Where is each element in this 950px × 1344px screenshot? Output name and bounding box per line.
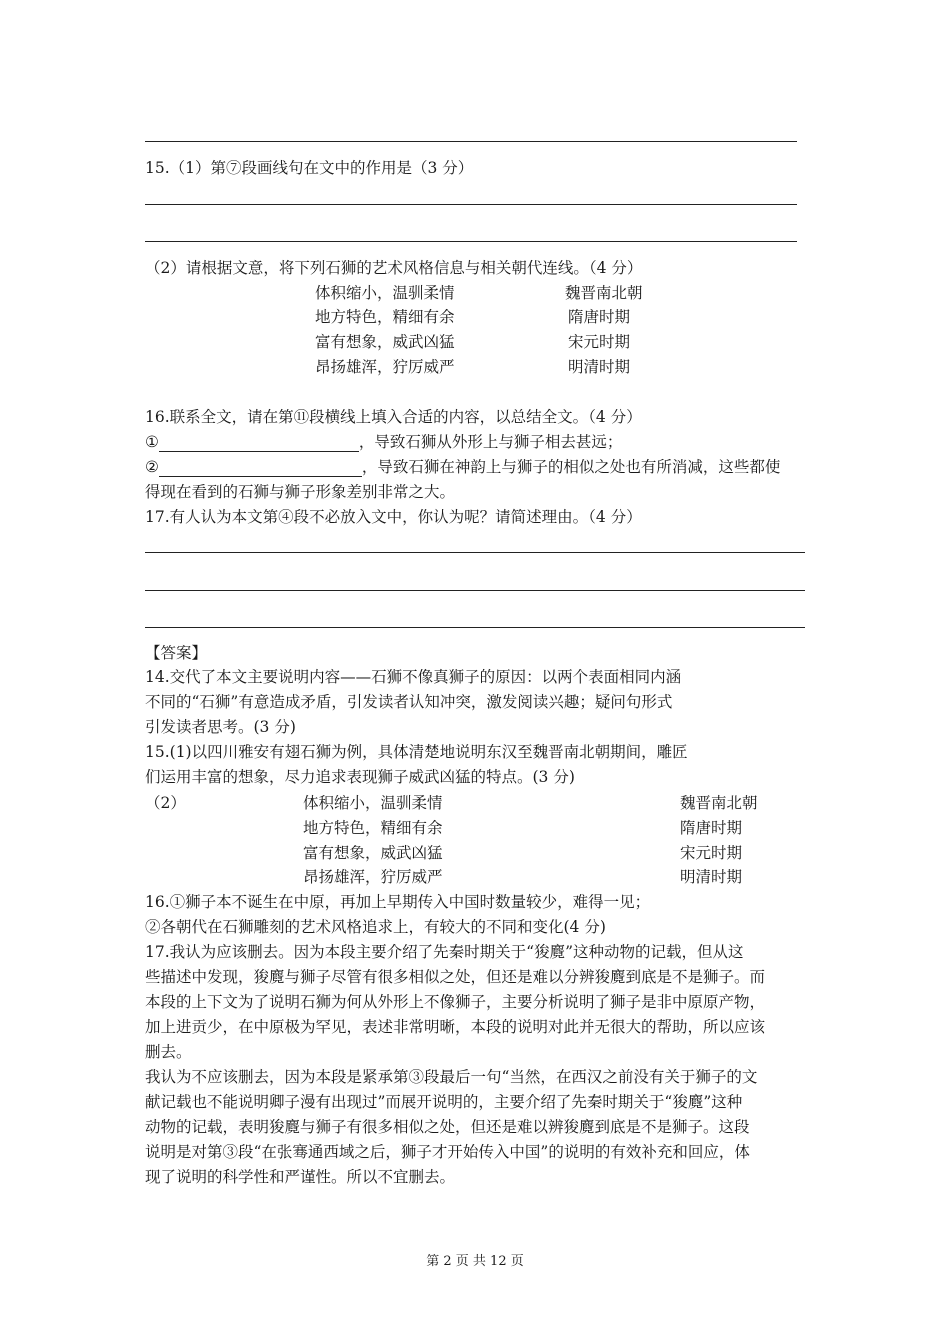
q15-part2-prompt: （2）请根据文意，将下列石狮的艺术风格信息与相关朝代连线。（4 分） [145,259,643,277]
q15-dynasty-2: 隋唐时期 [568,308,631,326]
answer-15-2-style-1: 体积缩小，温驯柔情 [303,794,443,812]
q17-answer-line-1 [145,552,805,553]
q16-blank-line-2 [145,455,780,477]
q15-answer-line-2 [145,241,797,242]
q15-answer-line-1 [145,204,797,205]
answer-heading: 【答案】 [145,644,208,662]
answer-line-top [145,141,797,142]
q16-blank2-continued: 得现在看到的石狮与狮子形象差别非常之大。 [145,483,456,501]
answer-15-2-dynasty-1: 魏晋南北朝 [680,794,758,812]
page-number: 第 2 页 共 12 页 [426,1254,524,1269]
q16-blank2-input[interactable] [159,458,362,477]
q16-blank1-label: ① [145,433,159,451]
answer-17-line-9: 说明是对第③段“在张骞通西域之后，狮子才开始传入中国”的说明的有效补充和回应，体 [145,1143,750,1161]
answer-17-line-1: 17.我认为应该删去。因为本段主要介绍了先秦时期关于“狻麑”这种动物的记载，但从这 [145,943,744,961]
q15-style-1: 体积缩小，温驯柔情 [315,284,455,302]
q15-style-4: 昂扬雄浑，狞厉威严 [315,358,455,376]
answer-15-2-style-2: 地方特色，精细有余 [303,819,443,837]
answer-15-2-label: （2） [145,794,186,812]
q15-dynasty-1: 魏晋南北朝 [565,284,643,302]
answer-15-1-line-2: 们运用丰富的想象，尽力追求表现狮子威武凶猛的特点。(3 分) [145,768,575,786]
answer-15-2-style-3: 富有想象，威武凶猛 [303,844,443,862]
answer-17-line-5: 删去。 [145,1043,192,1061]
answer-17-line-3: 本段的上下文为了说明石狮为何从外形上不像狮子，主要分析说明了狮子是非中原原产物， [145,993,766,1011]
answer-17-line-2: 些描述中发现，狻麑与狮子尽管有很多相似之处，但还是难以分辨狻麑到底是不是狮子。而 [145,968,766,986]
answer-17-line-6: 我认为不应该删去，因为本段是紧承第③段最后一句“当然，在西汉之前没有关于狮子的文 [145,1068,758,1086]
q16-blank1-text: ，导致石狮从外形上与狮子相去甚远； [358,433,623,451]
q16-blank1-input[interactable] [159,433,359,452]
q17-answer-line-3 [145,627,805,628]
answer-15-2-dynasty-3: 宋元时期 [680,844,743,862]
q15-dynasty-3: 宋元时期 [568,333,631,351]
q15-style-3: 富有想象，威武凶猛 [315,333,455,351]
answer-14-line-1: 14.交代了本文主要说明内容——石狮不像真狮子的原因：以两个表面相同内涵 [145,668,682,686]
q16-blank2-text: ，导致石狮在神韵上与狮子的相似之处也有所消减，这些都使 [361,458,781,476]
q15-style-2: 地方特色，精细有余 [315,308,455,326]
q16-blank2-label: ② [145,458,159,476]
answer-17-line-10: 现了说明的科学性和严谨性。所以不宜删去。 [145,1168,456,1186]
answer-17-line-4: 加上进贡少，在中原极为罕见，表述非常明晰，本段的说明对此并无很大的帮助，所以应该 [145,1018,766,1036]
answer-16-line-2: ②各朝代在石狮雕刻的艺术风格追求上，有较大的不同和变化(4 分) [145,918,606,936]
answer-14-line-3: 引发读者思考。(3 分) [145,718,296,736]
answer-17-line-8: 动物的记载，表明狻麑与狮子有很多相似之处，但还是难以辨狻麑到底是不是狮子。这段 [145,1118,750,1136]
q17-prompt: 17.有人认为本文第④段不必放入文中，你认为呢？请简述理由。（4 分） [145,508,642,526]
answer-15-1-line-1: 15.(1)以四川雅安有翅石狮为例，具体清楚地说明东汉至魏晋南北朝期间，雕匠 [145,743,688,761]
q17-answer-line-2 [145,590,805,591]
answer-15-2-dynasty-4: 明清时期 [680,868,743,886]
q15-part1-prompt: 15.（1）第⑦段画线句在文中的作用是（3 分） [145,159,474,177]
answer-15-2-dynasty-2: 隋唐时期 [680,819,743,837]
answer-14-line-2: 不同的“石狮”有意造成矛盾，引发读者认知冲突，激发阅读兴趣；疑问句形式 [145,693,673,711]
answer-17-line-7: 献记载也不能说明卿子漫有出现过”而展开说明的，主要介绍了先秦时期关于“狻麑”这种 [145,1093,743,1111]
q15-dynasty-4: 明清时期 [568,358,631,376]
answer-15-2-style-4: 昂扬雄浑，狞厉威严 [303,868,443,886]
q16-prompt: 16.联系全文，请在第⑪段横线上填入合适的内容，以总结全文。（4 分） [145,408,642,426]
q16-blank-line-1 [145,430,622,452]
answer-16-line-1: 16.①狮子本不诞生在中原，再加上早期传入中国时数量较少，难得一见； [145,893,651,911]
